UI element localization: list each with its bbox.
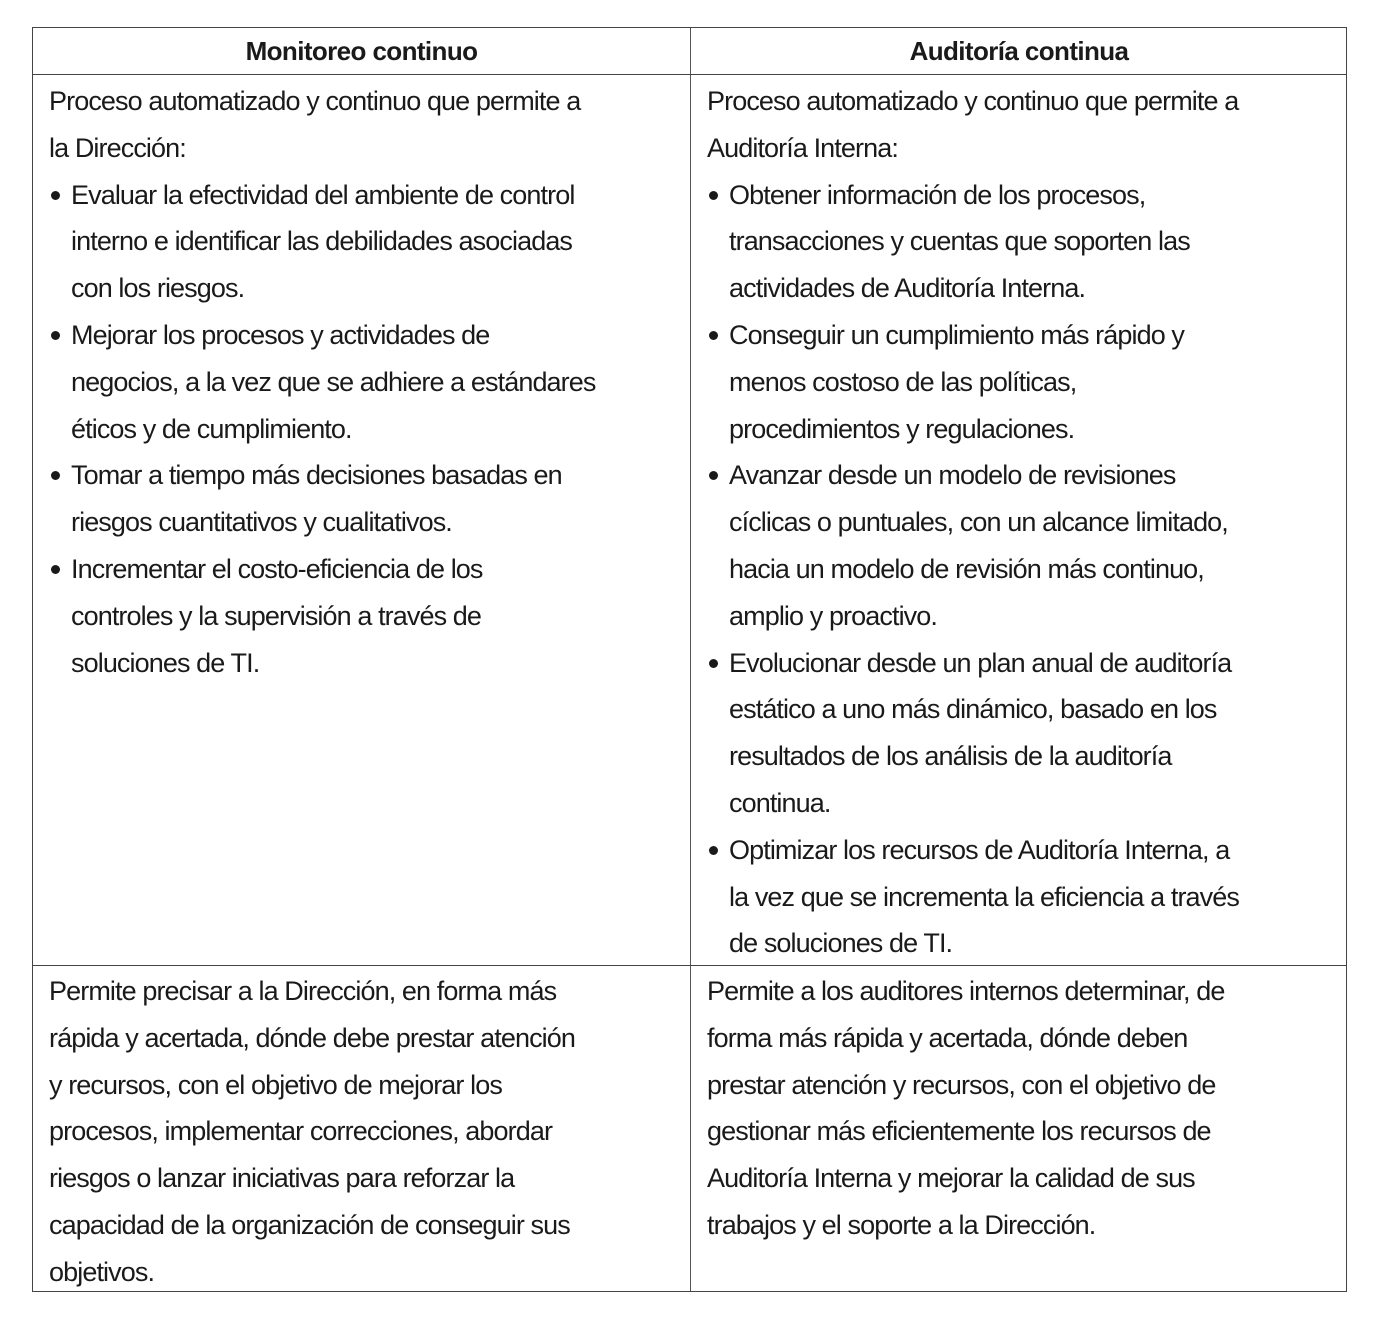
summary-line: capacidad de la organización de conseguir sus [49,1209,570,1240]
list-item-line: menos costoso de las políticas, [729,366,1077,397]
list-item [707,452,1343,639]
summary-line: objetivos. [49,1256,155,1287]
list-item-line: interno e identificar las debilidades asociadas [71,226,573,257]
intro-line: la Dirección: [49,132,186,163]
summary-line: forma más rápida y acertada, dónde deben [707,1022,1188,1053]
list-item-line: procedimientos y regulaciones. [729,413,1075,444]
list-item [49,312,685,452]
header-monitoreo: Monitoreo continuo [245,36,478,66]
summary-line: procesos, implementar correcciones, abordar [49,1116,553,1147]
list-item [49,452,685,546]
intro-line: Proceso automatizado y continuo que permite a [707,86,1239,116]
bullet-icon [709,659,718,668]
bullet-icon [51,191,60,200]
summary-line: y recursos, con el objetivo de mejorar los [49,1069,502,1100]
list-item-line: soluciones de TI. [71,647,260,678]
list-item [707,172,1343,312]
monitoreo-summary-cell [49,968,685,1296]
list-item-line: controles y la supervisión a través de [71,600,482,631]
summary-line: Auditoría Interna y mejorar la calidad de sus [707,1163,1195,1194]
bullet-icon [709,331,718,340]
list-item-line: hacia un modelo de revisión más continuo, [729,553,1204,584]
list-item-line: Evolucionar desde un plan anual de auditoría [729,647,1232,678]
intro-line: Auditoría Interna: [707,132,898,163]
bullet-icon [709,191,718,200]
summary-line: prestar atención y recursos, con el objetivo de [707,1069,1216,1100]
list-item-line: Optimizar los recursos de Auditoría Interna, a [729,834,1230,865]
list-item [707,640,1343,827]
header-divider [33,74,1346,75]
list-item-line: Obtener información de los procesos, [729,179,1146,210]
list-item-line: estático a uno más dinámico, basado en los [729,694,1217,725]
list-item-line: Incrementar el costo-eficiencia de los [71,553,483,584]
list-item-line: Evaluar la efectividad del ambiente de control [71,179,575,210]
list-item-line: cíclicas o puntuales, con un alcance limitado, [729,507,1228,538]
list-item-line: Avanzar desde un modelo de revisiones [729,460,1176,491]
auditoria-description-cell [707,78,1343,967]
list-item-line: riesgos cuantitativos y cualitativos. [71,507,452,538]
list-item [49,546,685,686]
monitoreo-description-cell [49,78,685,686]
list-item-line: con los riesgos. [71,273,245,304]
list-item-line: actividades de Auditoría Interna. [729,273,1086,304]
list-item-line: Mejorar los procesos y actividades de [71,319,490,350]
bullet-icon [51,331,60,340]
list-item [707,827,1343,967]
column-divider [690,28,691,1291]
bullet-icon [51,471,60,480]
intro-line: Proceso automatizado y continuo que permite a [49,86,581,116]
list-item-line: resultados de los análisis de la auditoría [729,741,1172,772]
summary-line: Permite precisar a la Dirección, en forma más [49,976,557,1006]
summary-line: rápida y acertada, dónde debe prestar atención [49,1022,575,1053]
summary-line: gestionar más eficientemente los recursos de [707,1116,1211,1147]
list-item-line: éticos y de cumplimiento. [71,413,352,444]
list-item-line: transacciones y cuentas que soporten las [729,226,1190,257]
auditoria-summary-cell [707,968,1343,1249]
bullet-icon [709,471,718,480]
summary-line: riesgos o lanzar iniciativas para reforzar la [49,1163,515,1194]
bullet-icon [51,565,60,574]
list-item-line: la vez que se incrementa la eficiencia a través [729,881,1239,912]
list-item-line: Conseguir un cumplimiento más rápido y [729,319,1185,350]
list-item-line: continua. [729,787,831,818]
comparison-table [32,27,1347,1292]
list-item-line: amplio y proactivo. [729,600,937,631]
header-auditoria: Auditoría continua [909,36,1129,66]
summary-line: trabajos y el soporte a la Dirección. [707,1209,1096,1240]
list-item-line: negocios, a la vez que se adhiere a estándares [71,366,596,397]
list-item-line: de soluciones de TI. [729,928,953,959]
list-item [707,312,1343,452]
summary-line: Permite a los auditores internos determinar, de [707,976,1225,1006]
bullet-icon [709,846,718,855]
list-item [49,172,685,312]
list-item-line: Tomar a tiempo más decisiones basadas en [71,460,562,491]
